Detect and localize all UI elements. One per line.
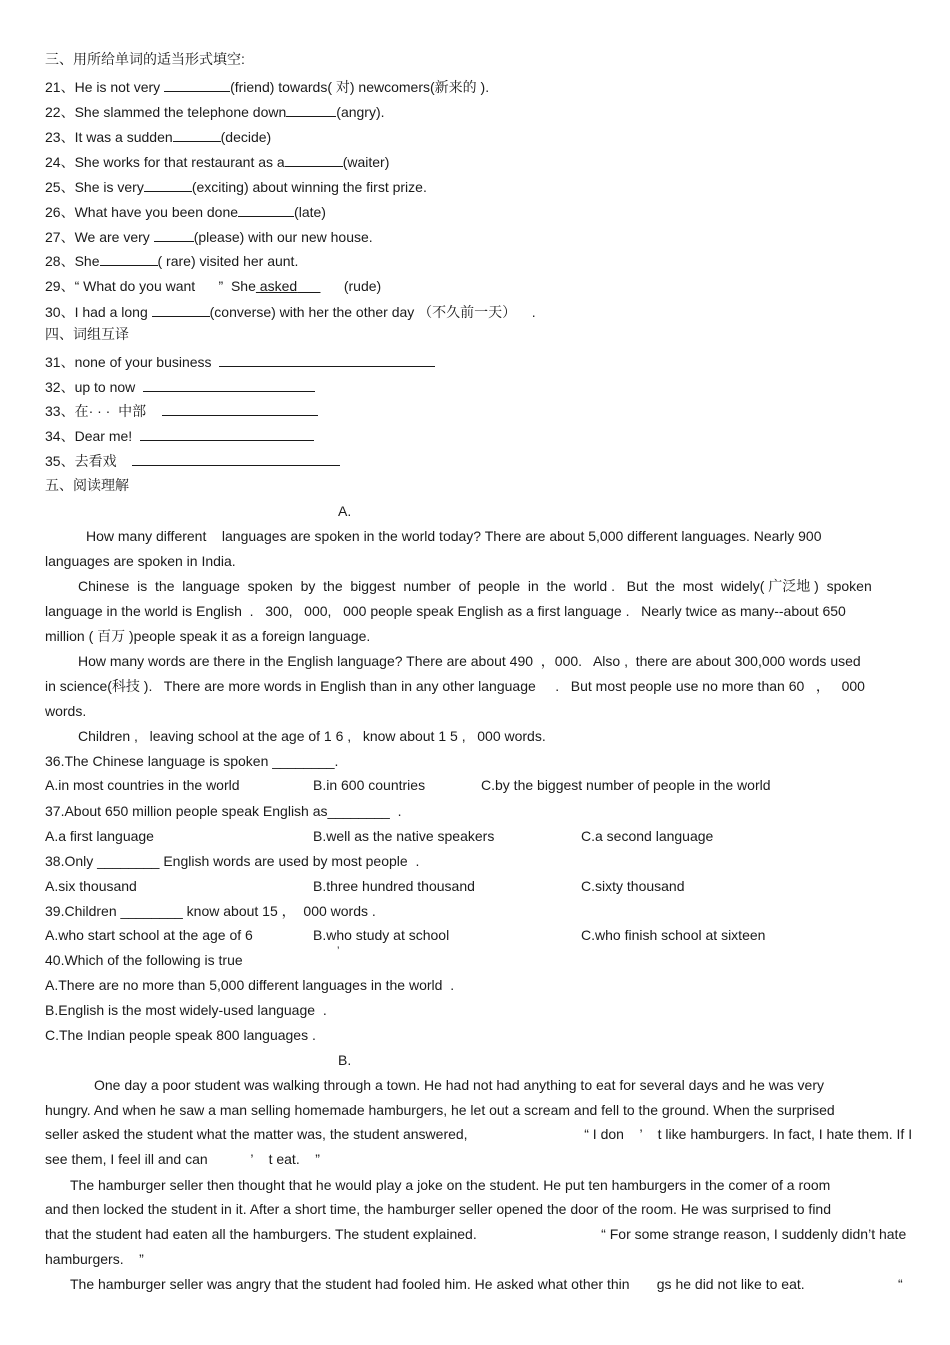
option-40-b[interactable]: B.English is the most widely-used language . — [45, 1002, 327, 1018]
answer-blank[interactable] — [286, 103, 336, 117]
passage-b-line: seller asked the student what the matter was, the student answered, “ I don ’ t like hamburgers. In fact, I hate them. If I — [45, 1126, 913, 1142]
option-36-c[interactable]: C.by the biggest number of people in the world — [481, 777, 771, 793]
question-29: 29、“ What do you want ” She asked (rude) — [45, 278, 382, 294]
option-36-b[interactable]: B.in 600 countries — [313, 777, 426, 793]
question-23: 23、It was a sudden (decide) — [45, 129, 272, 145]
section-3-title: 三、用所给单词的适当形式填空: — [45, 51, 245, 67]
option-37-b[interactable]: B.well as the native speakers — [313, 828, 495, 844]
option-38-b[interactable]: B.three hundred thousand — [313, 878, 475, 894]
option-39-b[interactable]: B.who study at school — [313, 927, 450, 943]
answer-blank[interactable] — [154, 228, 194, 242]
phrase-35: 35、去看戏 — [45, 452, 340, 470]
passage-a-line: language in the world is English . 300, 000, 000 people speak English as a first language . Nearly twice as many--about 650 — [45, 603, 846, 619]
question-37-stem: 37.About 650 million people speak English as________ . — [45, 803, 402, 819]
option-39-c[interactable]: C.who finish school at sixteen — [581, 927, 766, 943]
passage-a-line: Children , leaving school at the age of 1 6 , know about 1 5 , 000 words. — [78, 728, 546, 744]
answer-blank[interactable] — [173, 128, 221, 142]
stray-mark: ’ — [337, 945, 340, 957]
phrase-32: 32、up to now — [45, 378, 315, 396]
answer-blank[interactable] — [140, 427, 314, 441]
answer-blank[interactable] — [285, 153, 343, 167]
passage-b-line: The hamburger seller was angry that the student had fooled him. He asked what other thin gs he did not like to eat. “ — [70, 1276, 903, 1292]
phrase-31: 31、none of your business — [45, 353, 435, 371]
question-27: 27、We are very (please) with our new house. — [45, 229, 373, 245]
passage-b-line: hamburgers. ” — [45, 1251, 144, 1267]
passage-b-line: The hamburger seller then thought that he would play a joke on the student. He put ten hamburgers in the comer of a room — [70, 1177, 831, 1193]
question-30: 30、I had a long (converse) with her the other day （不久前一天） . — [45, 304, 536, 320]
question-39-stem: 39.Children ________ know about 15 ， 000 words . — [45, 903, 376, 919]
passage-a-line: languages are spoken in India. — [45, 553, 236, 569]
answer-blank[interactable] — [238, 203, 294, 217]
passage-a-line: million ( 百万 )people speak it as a foreign language. — [45, 628, 371, 644]
option-36-a[interactable]: A.in most countries in the world — [45, 777, 240, 793]
question-36-stem: 36.The Chinese language is spoken ________. — [45, 753, 339, 769]
phrase-33: 33、在· · · 中部 — [45, 402, 318, 420]
passage-b-label: B. — [338, 1052, 352, 1068]
option-37-a[interactable]: A.a first language — [45, 828, 154, 844]
question-26: 26、What have you been done (late) — [45, 204, 326, 220]
passage-b-line: that the student had eaten all the hamburgers. The student explained. “ For some strange reason, I suddenly didn’t hate — [45, 1226, 907, 1242]
answer-blank[interactable] — [152, 303, 210, 317]
passage-a-line: How many words are there in the English language? There are about 490 ，000. Also , there are about 300,000 words used — [78, 653, 861, 669]
option-37-c[interactable]: C.a second language — [581, 828, 714, 844]
question-21: 21、He is not very (friend) towards( 对) newcomers(新来的 ). — [45, 79, 490, 95]
passage-b-line: One day a poor student was walking through a town. He had not had anything to eat for several days and he was very — [94, 1077, 825, 1093]
option-39-a[interactable]: A.who start school at the age of 6 — [45, 927, 253, 943]
passage-a-line: words. — [45, 703, 87, 719]
question-40-stem: 40.Which of the following is true — [45, 952, 243, 968]
answer-blank[interactable] — [144, 178, 192, 192]
phrase-34: 34、Dear me! — [45, 427, 314, 445]
passage-b-line: see them, I feel ill and can ’ t eat. ” — [45, 1151, 320, 1167]
option-38-c[interactable]: C.sixty thousand — [581, 878, 685, 894]
answer-blank[interactable] — [100, 252, 158, 266]
question-38-stem: 38.Only ________ English words are used by most people . — [45, 853, 420, 869]
question-25: 25、She is very (exciting) about winning the first prize. — [45, 179, 427, 195]
passage-a-line: How many different languages are spoken in the world today? There are about 5,000 different languages. Nearly 900 — [86, 528, 822, 544]
question-28: 28、She ( rare) visited her aunt. — [45, 253, 299, 269]
option-40-a[interactable]: A.There are no more than 5,000 different languages in the world . — [45, 977, 455, 993]
passage-b-line: and then locked the student in it. After a short time, the hamburger seller opened the door of the room. He was surprised to find — [45, 1201, 832, 1217]
answer-blank[interactable] — [219, 353, 435, 367]
passage-b-line: hungry. And when he saw a man selling homemade hamburgers, he let out a scream and fell to the ground. When the surprised — [45, 1102, 835, 1118]
option-38-a[interactable]: A.six thousand — [45, 878, 137, 894]
answer-blank[interactable] — [164, 78, 230, 92]
question-24: 24、She works for that restaurant as a (waiter) — [45, 154, 390, 170]
answer-blank[interactable] — [132, 452, 340, 466]
section-5-title: 五、阅读理解 — [45, 477, 129, 493]
option-40-c[interactable]: C.The Indian people speak 800 languages . — [45, 1027, 316, 1043]
passage-a-label: A. — [338, 503, 352, 519]
section-4-title: 四、词组互译 — [45, 326, 129, 342]
question-22: 22、She slammed the telephone down (angry). — [45, 104, 385, 120]
passage-a-line: in science(科技 ). There are more words in English than in any other language . But most people use no more than 60 ， 000 — [45, 678, 865, 694]
answer-blank[interactable] — [143, 378, 315, 392]
answer-blank[interactable] — [162, 402, 318, 416]
passage-a-line: Chinese is the language spoken by the biggest number of people in the world . But the most widely( 广泛地 ) spoken — [78, 578, 872, 594]
